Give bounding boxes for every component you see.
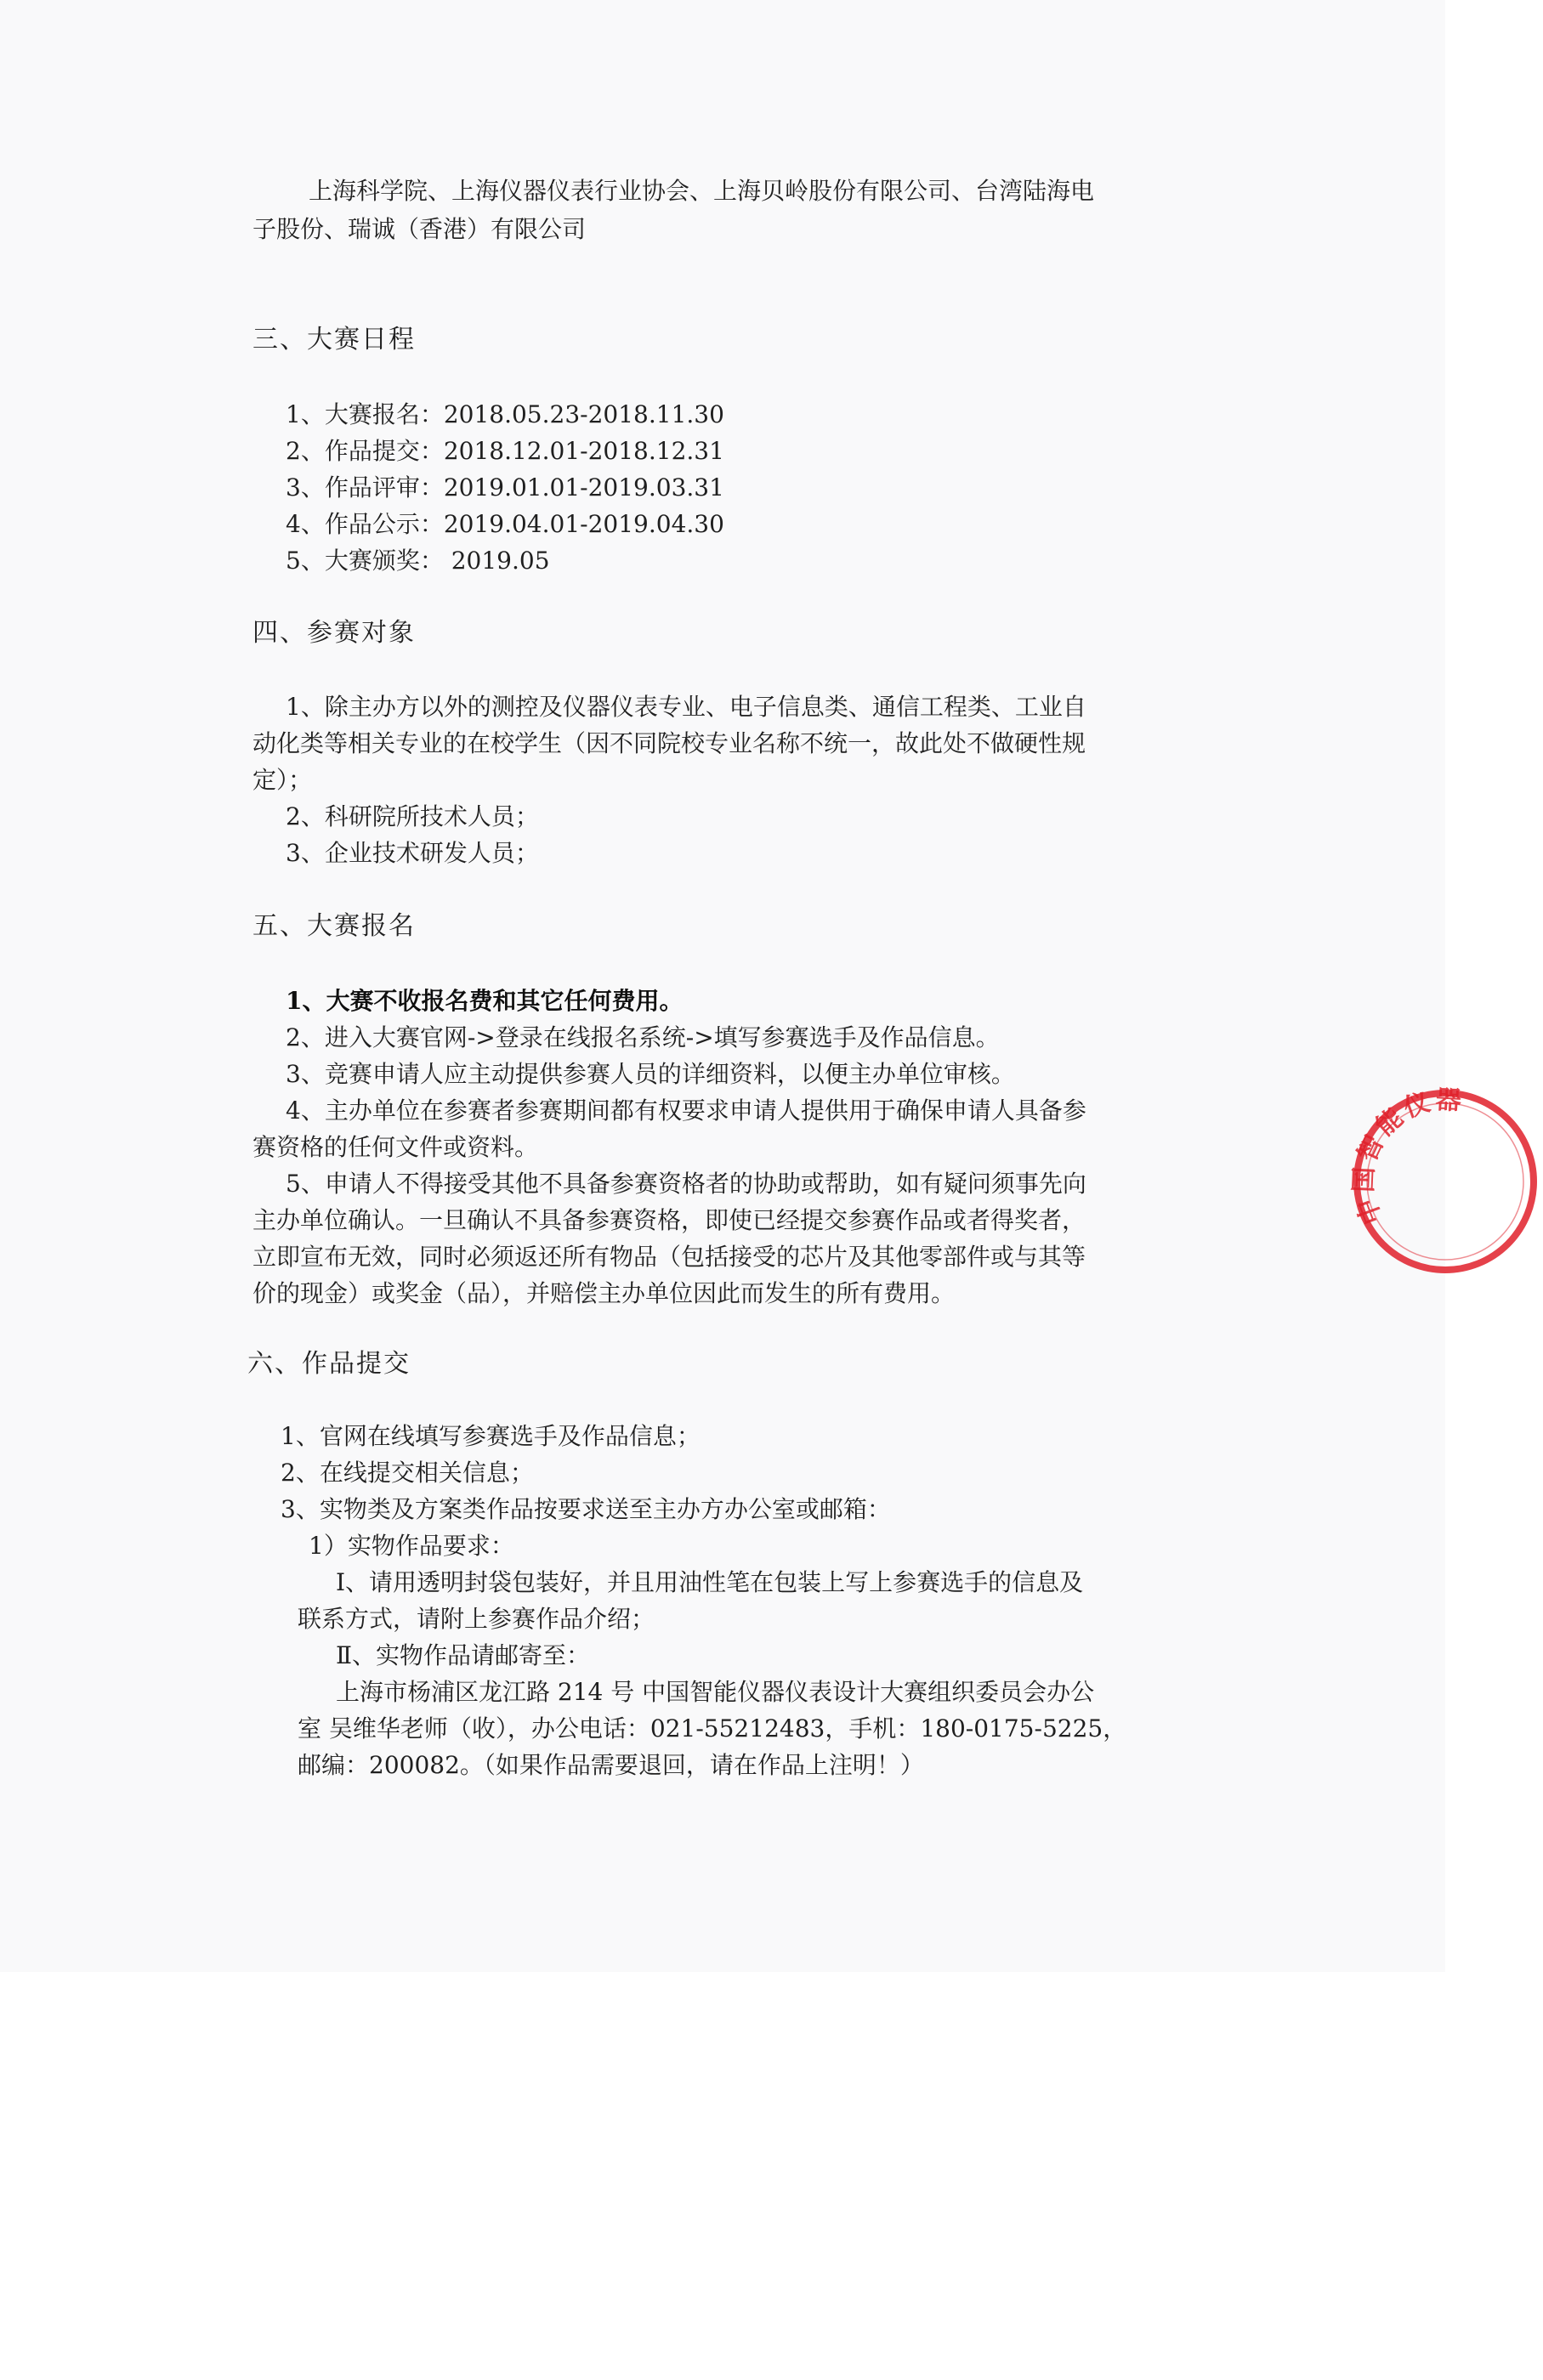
section-heading-registration: 五、大赛报名 [252, 911, 416, 941]
submission-item-2: 2、在线提交相关信息； [281, 1459, 534, 1487]
submission-item-1: 1、官网在线填写参赛选手及作品信息； [281, 1422, 701, 1450]
registration-item-5-line-1: 5、申请人不得接受其他不具备参赛资格者的协助或帮助，如有疑问须事先向 [286, 1170, 1086, 1198]
registration-item-5-line-2: 主办单位确认。一旦确认不具备参赛资格，即使已经提交参赛作品或者得奖者， [252, 1206, 1086, 1234]
registration-item-4-line-1: 4、主办单位在参赛者参赛期间都有权要求申请人提供用于确保申请人具备参 [286, 1096, 1086, 1125]
organizer-line-1: 上海科学院、上海仪器仪表行业协会、上海贝岭股份有限公司、台湾陆海电 [309, 177, 1095, 205]
blank-bottom-area [0, 1972, 1445, 2380]
schedule-item-2: 2、作品提交：2018.12.01-2018.12.31 [286, 437, 724, 465]
schedule-item-5: 5、大赛颁奖： 2019.05 [286, 547, 550, 575]
registration-item-5-line-3: 立即宣布无效，同时必须返还所有物品（包括接受的芯片及其他零部件或与其等 [252, 1243, 1086, 1271]
participants-item-1-line-2: 动化类等相关专业的在校学生（因不同院校专业名称不统一，故此处不做硬性规 [252, 729, 1086, 757]
submission-requirement-1-line-2: 联系方式，请附上参赛作品介绍； [298, 1605, 655, 1633]
schedule-item-3: 3、作品评审：2019.01.01-2019.03.31 [286, 473, 724, 502]
submission-requirement-1-line-1: Ⅰ、请用透明封袋包装好，并且用油性笔在包装上写上参赛选手的信息及 [336, 1568, 1084, 1596]
official-seal-stamp [1347, 1084, 1543, 1279]
participants-item-2: 2、科研院所技术人员； [286, 802, 539, 830]
organizer-line-2: 子股份、瑞诚（香港）有限公司 [252, 215, 587, 243]
submission-item-3: 3、实物类及方案类作品按要求送至主办方办公室或邮箱： [281, 1495, 891, 1523]
section-heading-schedule: 三、大赛日程 [252, 325, 416, 354]
registration-item-4-line-2: 赛资格的任何文件或资料。 [252, 1133, 539, 1161]
mailing-address-line-2: 室 吴维华老师（收），办公电话：021-55212483，手机：180-0175-5225， [298, 1714, 1127, 1742]
schedule-item-4: 4、作品公示：2019.04.01-2019.04.30 [286, 510, 724, 538]
participants-item-1-line-1: 1、除主办方以外的测控及仪器仪表专业、电子信息类、通信工程类、工业自 [286, 693, 1086, 721]
registration-item-1: 1、大赛不收报名费和其它任何费用。 [286, 987, 684, 1015]
registration-item-3: 3、竞赛申请人应主动提供参赛人员的详细资料，以便主办单位审核。 [286, 1060, 1015, 1088]
participants-item-1-line-3: 定）； [252, 766, 313, 794]
submission-subitem-1: 1）实物作品要求： [309, 1532, 514, 1560]
seal-text: 中国智能仪器 [1348, 1085, 1466, 1229]
svg-text:中国智能仪器 [1349, 1085, 1466, 1228]
submission-requirement-2: Ⅱ、实物作品请邮寄至： [336, 1641, 591, 1669]
registration-item-5-line-4: 价的现金）或奖金（品），并赔偿主办单位因此而发生的所有费用。 [252, 1279, 956, 1307]
mailing-address-line-3: 邮编：200082。（如果作品需要退回，请在作品上注明！） [298, 1751, 924, 1779]
section-heading-participants: 四、参赛对象 [252, 618, 416, 648]
mailing-address-line-1: 上海市杨浦区龙江路 214 号 中国智能仪器仪表设计大赛组织委员会办公 [336, 1678, 1095, 1706]
participants-item-3: 3、企业技术研发人员； [286, 839, 539, 867]
schedule-item-1: 1、大赛报名：2018.05.23-2018.11.30 [286, 400, 724, 428]
registration-item-2: 2、进入大赛官网->登录在线报名系统->填写参赛选手及作品信息。 [286, 1023, 1000, 1051]
section-heading-submission: 六、作品提交 [247, 1349, 411, 1379]
